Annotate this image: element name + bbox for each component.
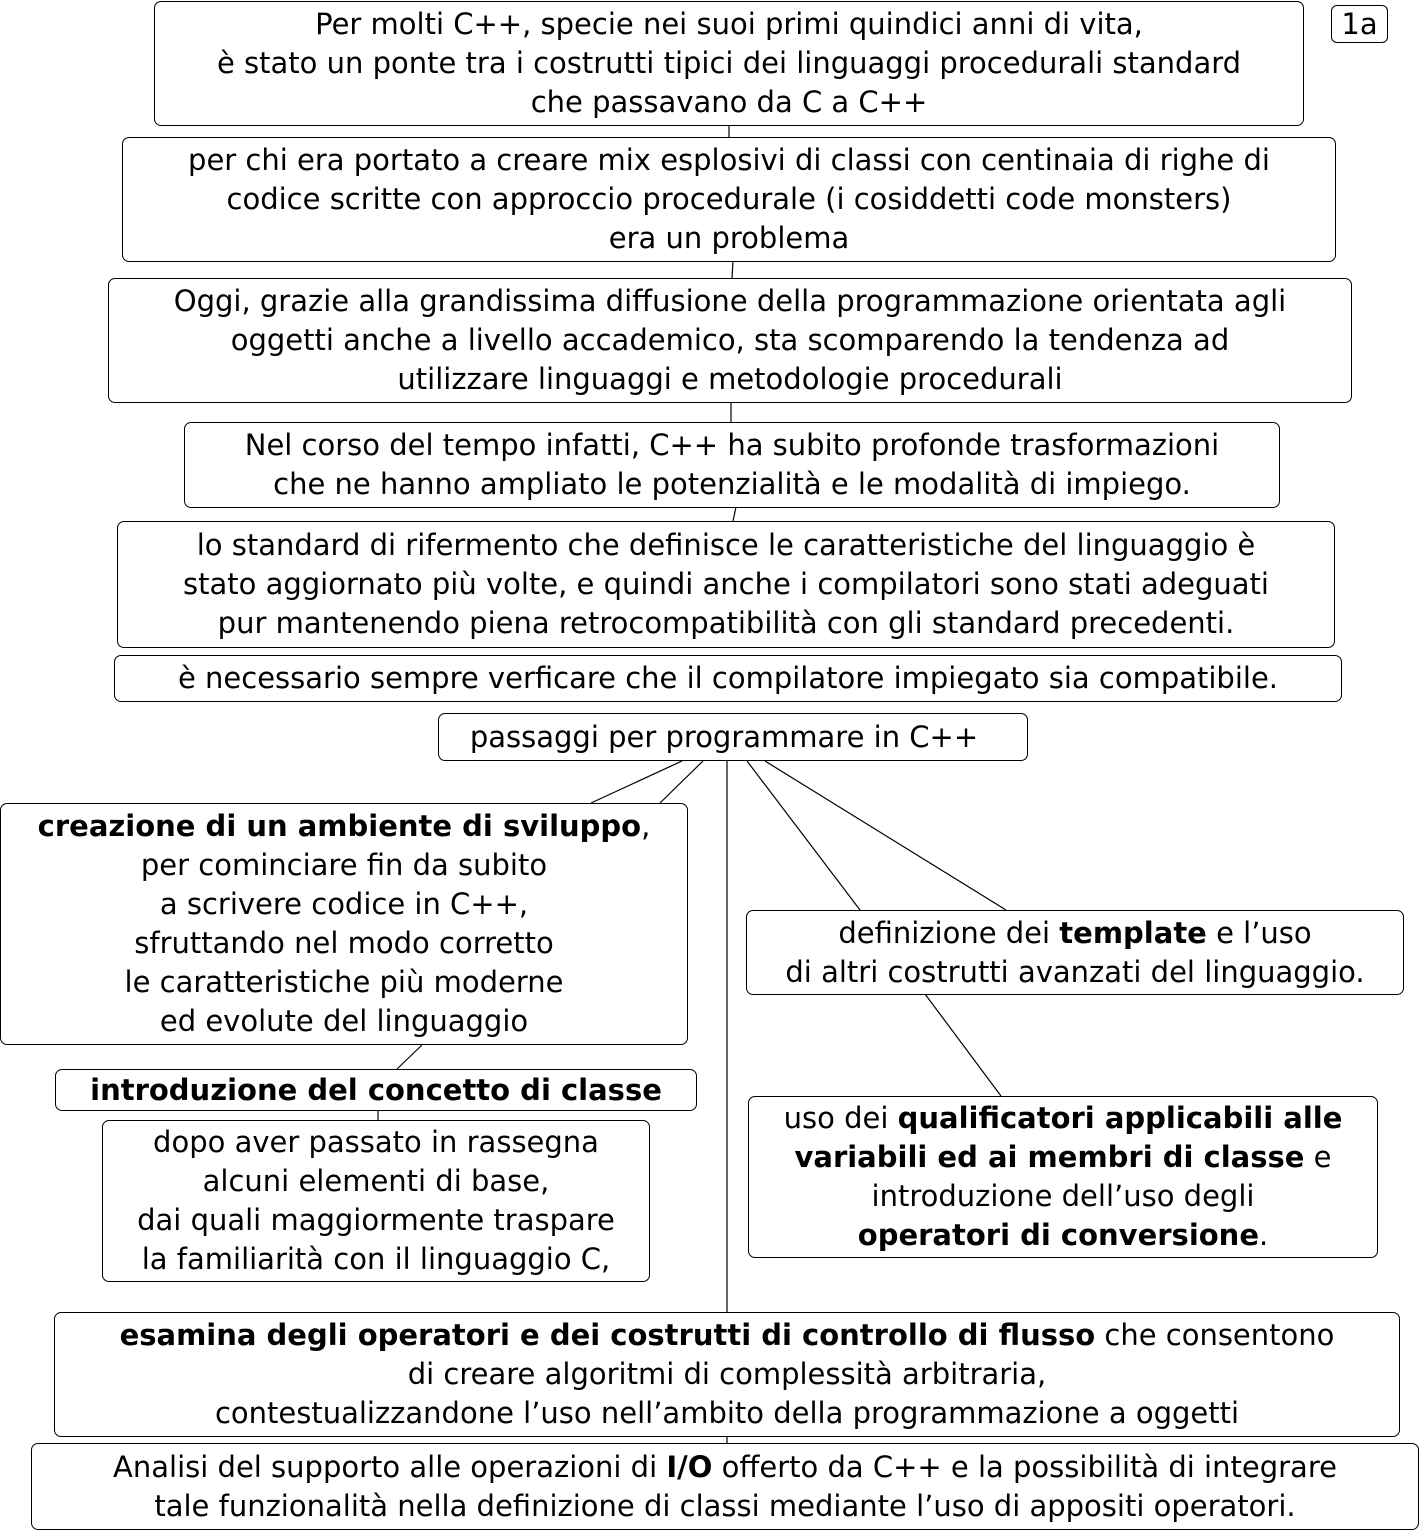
node-n11 (746, 910, 1404, 995)
node-n12-post4: . (1259, 1218, 1269, 1252)
node-n14-post: offerto da C++ e la possibilità di integrare (712, 1449, 1337, 1484)
node-n14-line: tale funzionalità nella definizione di classi mediante l’uso di appositi operatori. (154, 1488, 1296, 1523)
node-n8-line: sfruttando nel modo corretto (134, 926, 554, 960)
node-n10-line: la familiarità con il linguaggio C, (141, 1242, 611, 1276)
node-n11-bold: template (1059, 915, 1207, 950)
node-n13-line (55, 1316, 1399, 1355)
link-n7-n11a (747, 761, 860, 910)
node-n8-line (1, 807, 687, 846)
link-n11-n12 (925, 994, 1001, 1096)
node-n1-line: che passavano da C a C++ (530, 85, 928, 119)
node-n7-line: passaggi per programmare in C++ (469, 719, 979, 754)
node-n3 (108, 278, 1352, 403)
page-tag: 1a (1331, 5, 1388, 43)
link-n7-n8a (591, 761, 682, 803)
node-n13-line: contestualizzandone l’uso nell’ambito della programmazione a oggetti (214, 1396, 1240, 1430)
node-n5-line: pur mantenendo piena retrocompatibilità con gli standard precedenti. (217, 606, 1235, 640)
node-n1 (154, 1, 1304, 126)
node-n13-bold: esamina degli operatori e dei costrutti di controllo di flusso (119, 1318, 1096, 1352)
node-n13 (54, 1312, 1400, 1437)
node-n1-line: Per molti C++, specie nei suoi primi quindici anni di vita, (315, 7, 1143, 41)
node-n2 (122, 137, 1336, 262)
node-n4 (184, 422, 1280, 508)
node-n11-pre: definizione dei (838, 915, 1060, 950)
node-n2-line: codice scritte con approccio procedurale (i cosiddetti code monsters) (226, 182, 1232, 216)
node-n11-line (747, 914, 1403, 953)
node-n3-line: Oggi, grazie alla grandissima diffusione della programmazione orientata agli (173, 284, 1287, 318)
node-n3-line: utilizzare linguaggi e metodologie procedurali (397, 362, 1063, 396)
node-n7 (438, 713, 1028, 761)
node-n5 (117, 521, 1335, 648)
node-n10-line: alcuni elementi di base, (202, 1164, 550, 1198)
node-n14 (31, 1443, 1419, 1530)
node-n14-line (32, 1448, 1418, 1487)
node-n8 (0, 803, 688, 1045)
node-n6 (114, 655, 1342, 702)
node-n4-line: Nel corso del tempo infatti, C++ ha subito profonde trasformazioni (244, 428, 1220, 462)
node-n9 (55, 1069, 697, 1111)
link-n4-n5 (733, 507, 736, 521)
node-n12-bold1: qualificatori applicabili alle (897, 1101, 1343, 1135)
node-n10-line: dopo aver passato in rassegna (153, 1125, 599, 1159)
node-n12-bold2: variabili ed ai membri di classe (794, 1140, 1305, 1174)
node-n8-line: ed evolute del linguaggio (159, 1004, 529, 1038)
node-n5-line: lo standard di rifermento che definisce le caratteristiche del linguaggio è (196, 528, 1256, 562)
node-n12 (748, 1096, 1378, 1258)
link-n7-n8b (660, 761, 703, 803)
node-n12-line: introduzione dell’uso degli (871, 1179, 1255, 1213)
node-n12-line (749, 1099, 1377, 1138)
node-n12-post2: e (1304, 1140, 1332, 1174)
node-n9-bold: introduzione del concetto di classe (90, 1072, 662, 1107)
node-n2-line: per chi era portato a creare mix esplosivi di classi con centinaia di righe di (188, 143, 1270, 177)
node-n1-line: è stato un ponte tra i costrutti tipici dei linguaggi procedurali standard (216, 46, 1242, 80)
node-n4-line: che ne hanno ampliato le potenzialità e le modalità di impiego. (273, 467, 1191, 501)
node-n3-line: oggetti anche a livello accademico, sta scomparendo la tendenza ad (230, 323, 1230, 357)
node-n12-line (749, 1216, 1377, 1255)
node-n12-pre: uso dei (783, 1101, 898, 1135)
node-n13-line: di creare algoritmi di complessità arbitraria, (407, 1357, 1047, 1391)
node-n5-line: stato aggiornato più volte, e quindi anche i compilatori sono stati adeguati (183, 567, 1269, 601)
node-n11-post: e l’uso (1206, 915, 1312, 950)
node-n2-line: era un problema (608, 221, 850, 255)
link-n2-n3 (732, 261, 733, 278)
node-n13-post: che consentono (1095, 1318, 1335, 1352)
node-n12-line (749, 1138, 1377, 1177)
node-n14-pre: Analisi del supporto alle operazioni di (113, 1449, 667, 1484)
node-n8-bold: creazione di un ambiente di sviluppo (37, 809, 642, 843)
node-n14-bold: I/O (666, 1449, 713, 1484)
link-n8-n9 (397, 1045, 422, 1069)
node-n11-line: di altri costrutti avanzati del linguaggio. (785, 954, 1365, 989)
node-n10 (102, 1120, 650, 1282)
node-n12-bold4: operatori di conversione (857, 1218, 1259, 1252)
node-n8-after: , (641, 809, 651, 843)
node-n8-line: le caratteristiche più moderne (124, 965, 564, 999)
node-n6-line: è necessario sempre verficare che il compilatore impiegato sia compatibile. (177, 661, 1279, 695)
link-n7-n11b (765, 761, 1006, 910)
node-n10-line: dai quali maggiormente traspare (137, 1203, 615, 1237)
node-n8-line: a scrivere codice in C++, (159, 887, 529, 921)
node-n9-line (56, 1071, 696, 1110)
node-n8-line: per cominciare fin da subito (140, 848, 548, 882)
